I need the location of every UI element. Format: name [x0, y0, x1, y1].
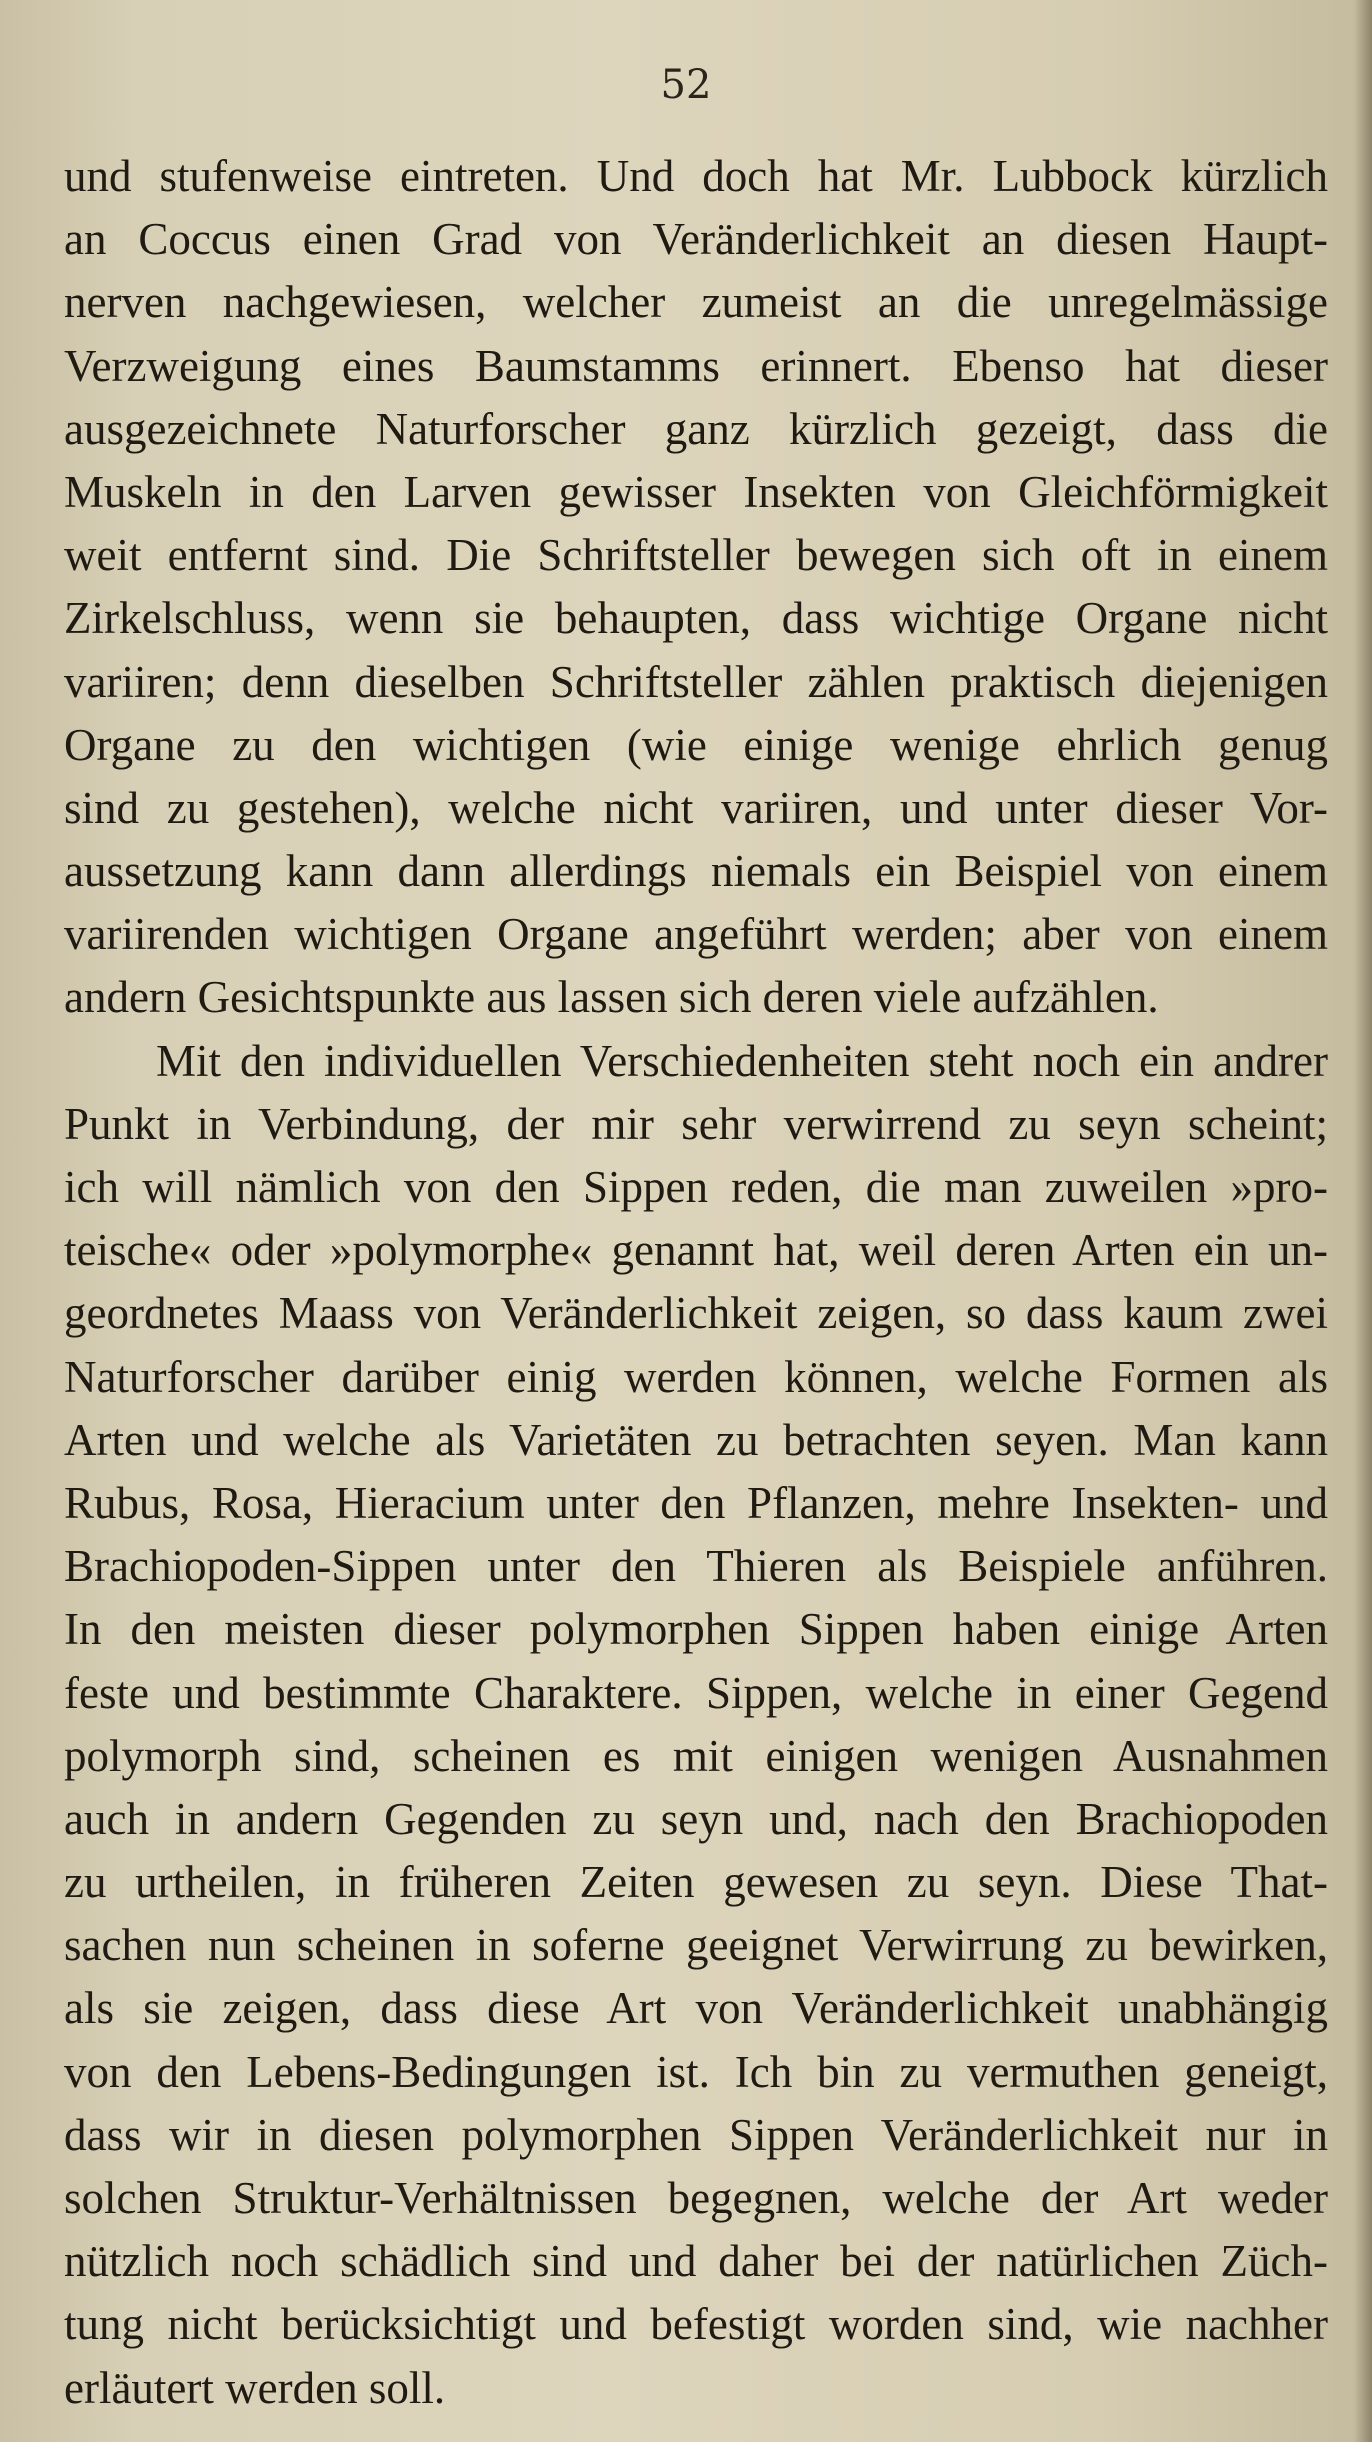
text-line: zu urtheilen, in früheren Zeiten gewesen zu seyn. Diese That-: [64, 1857, 1328, 1908]
text-line: sachen nun scheinen in soferne geeignet Verwirrung zu bewirken,: [64, 1920, 1328, 1971]
text-line: tung nicht berücksichtigt und befestigt worden sind, wie nachher: [64, 2299, 1328, 2350]
text-line: Arten und welche als Varietäten zu betrachten seyen. Man kann: [64, 1414, 1328, 1465]
text-line: Punkt in Verbindung, der mir sehr verwirrend zu seyn scheint;: [64, 1098, 1328, 1149]
page-edge-shadow: [1354, 0, 1372, 2442]
text-line: variirenden wichtigen Organe angeführt werden; aber von einem: [64, 909, 1328, 960]
paragraph-end-line: erläutert werden soll.: [64, 2362, 446, 2413]
text-line: solchen Struktur-Verhältnissen begegnen, welche der Art weder: [64, 2173, 1328, 2223]
text-line: und stufenweise eintreten. Und doch hat Mr. Lubbock kürzlich: [64, 151, 1328, 201]
text-line: polymorph sind, scheinen es mit einigen wenigen Ausnahmen: [64, 1730, 1328, 1781]
paragraph-start-line: Mit den individuellen Verschiedenheiten steht noch ein andrer: [156, 1035, 1328, 1086]
text-line: Verzweigung eines Baumstamms erinnert. Ebenso hat dieser: [64, 340, 1328, 391]
text-line: weit entfernt sind. Die Schriftsteller bewegen sich oft in einem: [64, 530, 1328, 581]
text-line: variiren; denn dieselben Schriftsteller zählen praktisch diejenigen: [64, 656, 1328, 707]
text-line: teische« oder »polymorphe« genannt hat, weil deren Arten ein un-: [64, 1225, 1328, 1276]
text-line: geordnetes Maass von Veränderlichkeit zeigen, so dass kaum zwei: [64, 1288, 1328, 1339]
text-line: von den Lebens-Bedingungen ist. Ich bin zu vermuthen geneigt,: [64, 2046, 1328, 2097]
paragraph-end-line: andern Gesichtspunkte aus lassen sich deren viele aufzählen.: [64, 972, 1159, 1023]
text-line: nerven nachgewiesen, welcher zumeist an die unregelmässige: [64, 277, 1328, 328]
text-line: als sie zeigen, dass diese Art von Veränderlichkeit unabhängig: [64, 1983, 1328, 2034]
text-line: Organe zu den wichtigen (wie einige wenige ehrlich genug: [64, 719, 1328, 770]
text-line: auch in andern Gegenden zu seyn und, nach den Brachiopoden: [64, 1793, 1328, 1844]
page-number: 52: [660, 62, 712, 108]
text-line: nützlich noch schädlich sind und daher bei der natürlichen Züch-: [64, 2236, 1328, 2287]
body-text: [64, 145, 1328, 2420]
text-line: Brachiopoden-Sippen unter den Thieren als Beispiele anführen.: [64, 1541, 1328, 1592]
text-line: aussetzung kann dann allerdings niemals ein Beispiel von einem: [64, 846, 1328, 897]
text-line: sind zu gestehen), welche nicht variiren, und unter dieser Vor-: [64, 782, 1328, 833]
text-line: In den meisten dieser polymorphen Sippen haben einige Arten: [64, 1604, 1328, 1655]
text-line: feste und bestimmte Charaktere. Sippen, welche in einer Gegend: [64, 1667, 1328, 1718]
text-line: Naturforscher darüber einig werden können, welche Formen als: [64, 1351, 1328, 1402]
text-line: Zirkelschluss, wenn sie behaupten, dass wichtige Organe nicht: [64, 593, 1328, 644]
text-line: ich will nämlich von den Sippen reden, die man zuweilen »pro-: [64, 1162, 1328, 1212]
text-line: an Coccus einen Grad von Veränderlichkeit an diesen Haupt-: [64, 214, 1328, 265]
text-line: ausgezeichnete Naturforscher ganz kürzlich gezeigt, dass die: [64, 403, 1328, 454]
text-line: Rubus, Rosa, Hieracium unter den Pflanzen, mehre Insekten- und: [64, 1477, 1328, 1528]
text-line: dass wir in diesen polymorphen Sippen Veränderlichkeit nur in: [64, 2109, 1328, 2160]
text-line: Muskeln in den Larven gewisser Insekten von Gleichförmigkeit: [64, 466, 1328, 517]
